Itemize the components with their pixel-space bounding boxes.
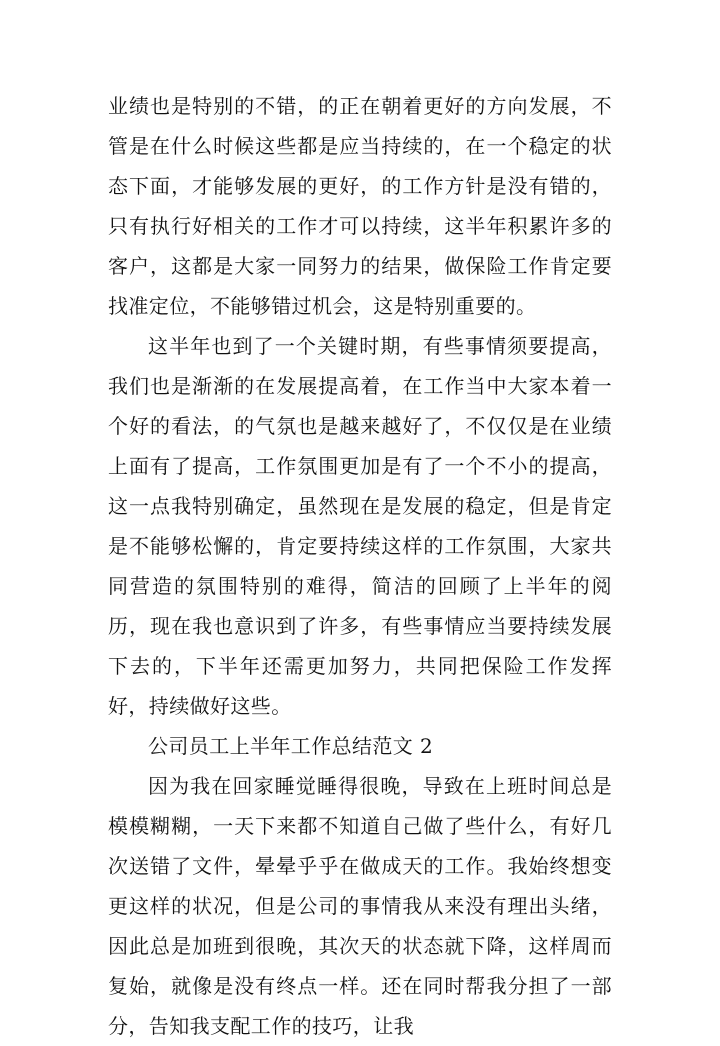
paragraph-section-2: 因为我在回家睡觉睡得很晚，导致在上班时间总是模模糊糊，一天下来都不知道自己做了些什么，有好几次送错了文件，晕晕乎乎在做成天的工作。我始终想变更这样的状况，但是公司的事情我从来没有理出头绪，因此总是加班到很晚，其次天的状态就下降，这样周而复始，就像是没有终点一样。还在同时帮我分担了一部分，告知我支配工作的技巧，让我 bbox=[108, 774, 612, 1038]
section-title: 公司员工上半年工作总结范文 2 bbox=[148, 734, 434, 758]
paragraph-continuation: 业绩也是特别的不错，的正在朝着更好的方向发展，不管是在什么时候这些都是应当持续的，在一个稳定的状态下面，才能够发展的更好，的工作方针是没有错的，只有执行好相关的工作才可以持续，这半年积累许多的客户，这都是大家一同努力的结果，做保险工作肯定要找准定位，不能够错过机会，这是特别重要的。 bbox=[108, 94, 612, 318]
document-body bbox=[108, 86, 612, 1046]
paragraph-key-period: 这半年也到了一个关键时期，有些事情须要提高，我们也是渐渐的在发展提高着，在工作当中大家本着一个好的看法，的气氛也是越来越好了，不仅仅是在业绩上面有了提高，工作氛围更加是有了一个不小的提高，这一点我特别确定，虽然现在是发展的稳定，但是肯定是不能够松懈的，肯定要持续这样的工作氛围，大家共同营造的氛围特别的难得，简洁的回顾了上半年的阅历，现在我也意识到了许多，有些事情应当要持续发展下去的，下半年还需更加努力，共同把保险工作发挥好，持续做好这些。 bbox=[108, 334, 612, 718]
